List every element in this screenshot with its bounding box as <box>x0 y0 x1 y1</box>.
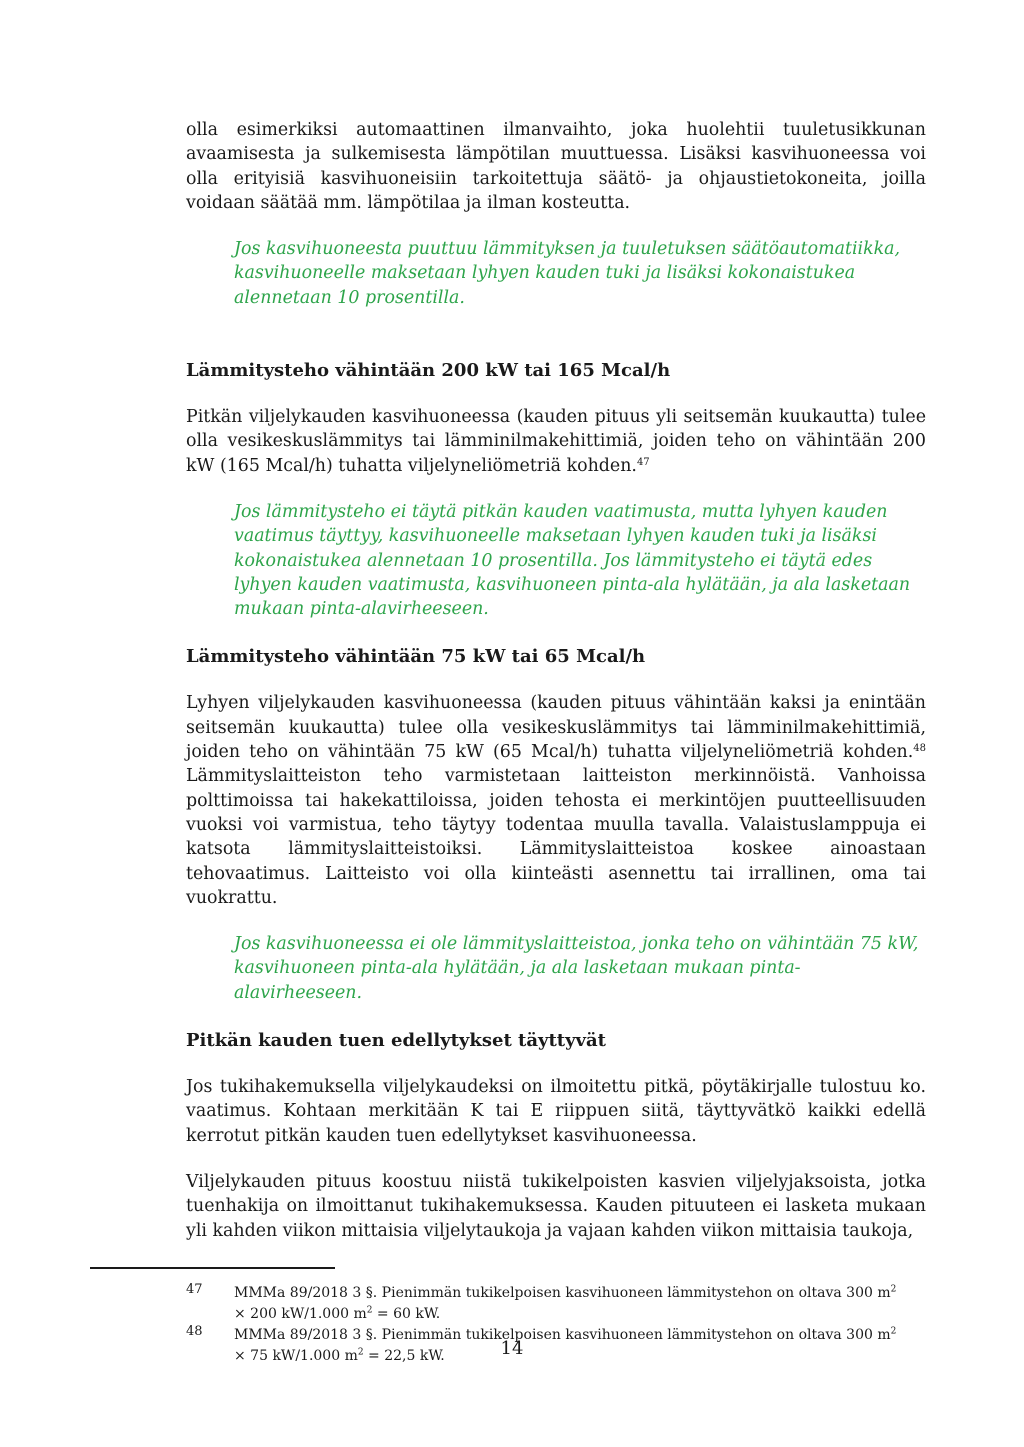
heading-heating-200kw: Lämmitysteho vähintään 200 kW tai 165 Mcal/h <box>186 360 671 382</box>
document-page <box>186 118 926 1243</box>
section-75kw-text-b: Lämmityslaitteiston teho varmistetaan laitteiston merkinnöistä. Vanhoissa polttimoissa tai hakekattiloissa, joiden tehosta ei merkintöjen puutteellisuuden vuoksi voi varmistua, teho täytyy todentaa muulla tavalla. Valaistuslamppuja ei katsota lämmityslaitteistoiksi. Lämmityslaitteistoa koskee ainoastaan tehovaatimus. Laitteisto voi olla kiinteästi asennettu tai irrallinen, oma tai vuokrattu. <box>186 766 926 908</box>
section-200kw-paragraph <box>186 405 926 478</box>
section-long-season-paragraph-2: Viljelykauden pituus koostuu niistä tukikelpoisten kasvien viljelyjaksoista, jotka tuenhakija on ilmoittanut tukihakemuksessa. Kauden pituuteen ei lasketa mukaan yli kahden viikon mittaisia viljelytaukoja ja vajaan kahden viikon mittaisia taukoja, <box>186 1171 926 1241</box>
intro-paragraph: olla esimerkiksi automaattinen ilmanvaihto, joka huolehtii tuuletusikkunan avaamisesta ja sulkemisesta lämpötilan muuttuessa. Lisäksi kasvihuoneessa voi olla erityisiä kasvihuoneisiin tarkoitettuja säätö- ja ohjaustietokoneita, joilla voidaan säätää mm. lämpötilaa ja ilman kosteutta. <box>186 120 926 213</box>
section-200kw-text: Pitkän viljelykauden kasvihuoneessa (kauden pituus yli seitsemän kuukautta) tulee olla vesikeskuslämmitys tai lämminilmakehittimiä, joiden teho on vähintään 200 kW (165 Mcal/h) tuhatta viljelyneliömetriä kohden. <box>186 407 926 476</box>
footnote-divider <box>90 1267 335 1269</box>
heading-long-season-requirements: Pitkän kauden tuen edellytykset täyttyvät <box>186 1030 606 1052</box>
note-heating-insufficient: Jos lämmitysteho ei täytä pitkän kauden vaatimusta, mutta lyhyen kauden vaatimus täyttyy, kasvihuoneelle maksetaan lyhyen kauden tuki ja lisäksi kokonaistukea alennetaan 10 prosentilla. Jos lämmitysteho ei täytä edes lyhyen kauden vaatimusta, kasvihuoneen pinta-ala hylätään, ja ala lasketaan mukaan pinta-alavirheeseen. <box>234 501 911 620</box>
footnote-47 <box>186 1283 926 1325</box>
footnote-number: 48 <box>186 1324 203 1339</box>
footnote-ref-47: 47 <box>636 456 650 468</box>
section-75kw-text-a: Lyhyen viljelykauden kasvihuoneessa (kauden pituus vähintään kaksi ja enintään seitsemän kuukautta) tulee olla vesikeskuslämmitys tai lämminilmakehittimiä, joiden teho on vähintään 75 kW (65 Mcal/h) tuhatta viljelyneliömetriä kohden. <box>186 693 926 763</box>
section-long-season-paragraph-1: Jos tukihakemuksella viljelykaudeksi on ilmoitettu pitkä, pöytäkirjalle tulostuu ko. vaatimus. Kohtaan merkitään K tai E riippuen siitä, täyttyvätkö kaikki edellä kerrotut pitkän kauden tuen edellytykset kasvihuoneessa. <box>186 1077 926 1146</box>
heading-heating-75kw: Lämmitysteho vähintään 75 kW tai 65 Mcal/h <box>186 646 646 668</box>
note-no-heating-equipment: Jos kasvihuoneessa ei ole lämmityslaitteistoa, jonka teho on vähintään 75 kW, kasvihuoneen pinta-ala hylätään, ja ala lasketaan mukaan pinta-alavirheeseen. <box>234 934 919 1003</box>
footnote-number: 47 <box>186 1282 203 1297</box>
note-automation-missing: Jos kasvihuoneesta puuttuu lämmityksen ja tuuletuksen säätöautomatiikka, kasvihuoneelle maksetaan lyhyen kauden tuki ja lisäksi kokonaistukea alennetaan 10 prosentilla. <box>234 239 901 308</box>
footnote-ref-48: 48 <box>913 743 926 755</box>
footnote-text: MMMa 89/2018 3 §. Pienimmän tukikelpoisen kasvihuoneen lämmitystehon on oltava 300 $m^2$ × 75 kW/1.000 $m^2 = 22,5$ kW. <box>234 1326 897 1364</box>
section-75kw-paragraph <box>186 691 926 910</box>
footnote-text: MMMa 89/2018 3 §. Pienimmän tukikelpoisen kasvihuoneen lämmitystehon on oltava 300 $m^2$ × 200 kW/1.000 $m^2 = 60$ kW. <box>234 1284 897 1322</box>
page-number: 14 <box>500 1338 524 1359</box>
